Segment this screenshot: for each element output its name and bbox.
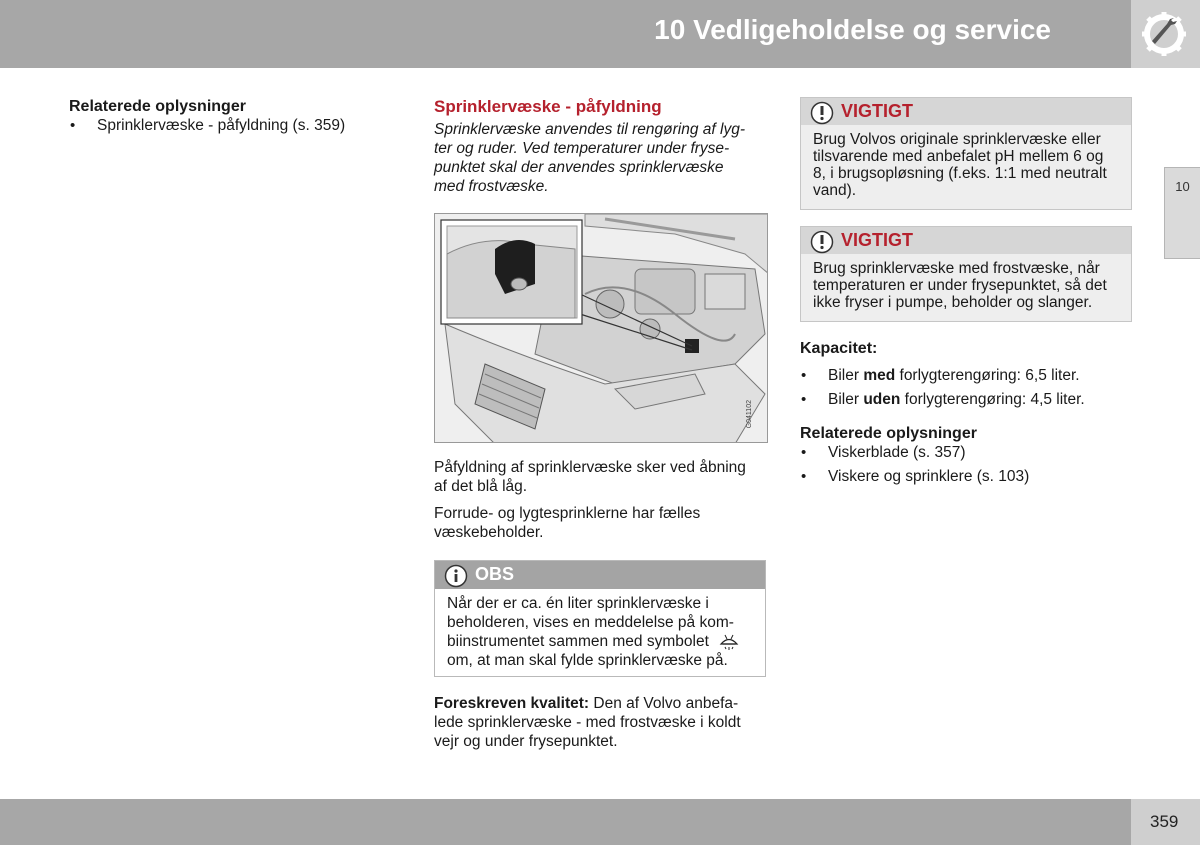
warning-line: ikke fryser i pumpe, beholder og slanger. xyxy=(813,294,1093,311)
related-heading-left: Relaterede oplysninger xyxy=(69,98,246,115)
left-column xyxy=(69,97,389,135)
warning-box-frost xyxy=(800,226,1132,322)
warning-line: vand). xyxy=(813,182,857,199)
intro-line: punktet skal der anvendes sprinklervæske xyxy=(434,159,724,176)
caption-line: af det blå låg. xyxy=(434,478,528,495)
warning-body xyxy=(801,125,1131,207)
section-title: Sprinklervæske - påfyldning xyxy=(434,97,662,116)
warning-exclamation-icon xyxy=(810,101,834,125)
warning-box-ph xyxy=(800,97,1132,210)
figure-code: G041102 xyxy=(746,399,753,428)
obs-label: OBS xyxy=(475,564,515,584)
related-block-right xyxy=(800,424,1132,486)
warning-label: VIGTIGT xyxy=(841,101,913,121)
obs-header xyxy=(435,561,765,589)
warning-header xyxy=(801,227,1131,254)
quality-line: lede sprinklervæske - med frostvæske i koldt xyxy=(434,714,741,731)
wrench-gear-icon xyxy=(1139,10,1189,58)
caption-line: Påfyldning af sprinklervæske sker ved åbning xyxy=(434,459,746,476)
intro-line: ter og ruder. Ved temperaturer under fryse- xyxy=(434,140,730,157)
warning-line: tilsvarende med anbefalet pH mellem 6 og xyxy=(813,148,1104,165)
warning-line: 8, i brugsopløsning (f.eks. 1:1 med neutralt xyxy=(813,165,1107,182)
capacity-heading: Kapacitet: xyxy=(800,340,878,357)
obs-note-box xyxy=(434,560,766,677)
intro-line: med frostvæske. xyxy=(434,178,549,195)
obs-line: biinstrumentet sammen med symbolet xyxy=(447,633,709,650)
obs-line: om, at man skal fylde sprinklervæske på. xyxy=(447,652,728,669)
warning-line: temperaturen er under frysepunktet, så det xyxy=(813,277,1107,294)
intro-text xyxy=(434,120,768,196)
info-icon xyxy=(444,564,468,588)
washer-fluid-icon xyxy=(719,633,739,651)
header-bar xyxy=(0,0,1131,68)
related-link[interactable]: • Viskerblade (s. 357) xyxy=(800,443,1132,462)
warning-body xyxy=(801,254,1131,319)
related-link[interactable]: • Viskere og sprinklere (s. 103) xyxy=(800,467,1132,486)
obs-body xyxy=(435,589,765,675)
quality-line: vejr og under frysepunktet. xyxy=(434,733,618,750)
warning-line: Brug Volvos originale sprinklervæske eller xyxy=(813,131,1101,148)
quality-block xyxy=(434,694,768,751)
page-number: 359 xyxy=(1150,812,1179,831)
obs-line-with-symbol xyxy=(447,632,753,651)
shared-reservoir-line: væskebeholder. xyxy=(434,524,544,541)
chapter-title: 10 Vedligeholdelse og service xyxy=(654,14,1051,45)
capacity-item: • Biler med forlygterengøring: 6,5 liter. xyxy=(800,366,1132,385)
capacity-item: • Biler uden forlygterengøring: 4,5 liter. xyxy=(800,390,1132,409)
capacity-block xyxy=(800,339,1132,409)
quality-text: Den af Volvo anbefa- xyxy=(593,695,739,712)
caption-block xyxy=(434,458,768,542)
obs-line: beholderen, vises en meddelelse på kom- xyxy=(447,614,734,631)
engine-bay-illustration xyxy=(434,213,768,443)
chapter-tab[interactable]: 10 xyxy=(1164,167,1200,259)
intro-line: Sprinklervæske anvendes til rengøring af lyg- xyxy=(434,121,745,138)
related-heading-right: Relaterede oplysninger xyxy=(800,425,977,442)
warning-exclamation-icon xyxy=(810,230,834,254)
header-icon-box xyxy=(1131,0,1200,68)
quality-label: Foreskreven kvalitet: xyxy=(434,695,590,712)
shared-reservoir-line: Forrude- og lygtesprinklerne har fælles xyxy=(434,505,701,522)
middle-column-top xyxy=(434,96,768,196)
warning-line: Brug sprinklervæske med frostvæske, når xyxy=(813,260,1100,277)
warning-label: VIGTIGT xyxy=(841,230,913,250)
footer-bar xyxy=(0,799,1131,845)
quality-line xyxy=(434,694,768,713)
obs-line: Når der er ca. én liter sprinklervæske i xyxy=(447,595,709,612)
warning-header xyxy=(801,98,1131,125)
related-link[interactable]: • Sprinklervæske - påfyldning (s. 359) xyxy=(69,116,389,135)
